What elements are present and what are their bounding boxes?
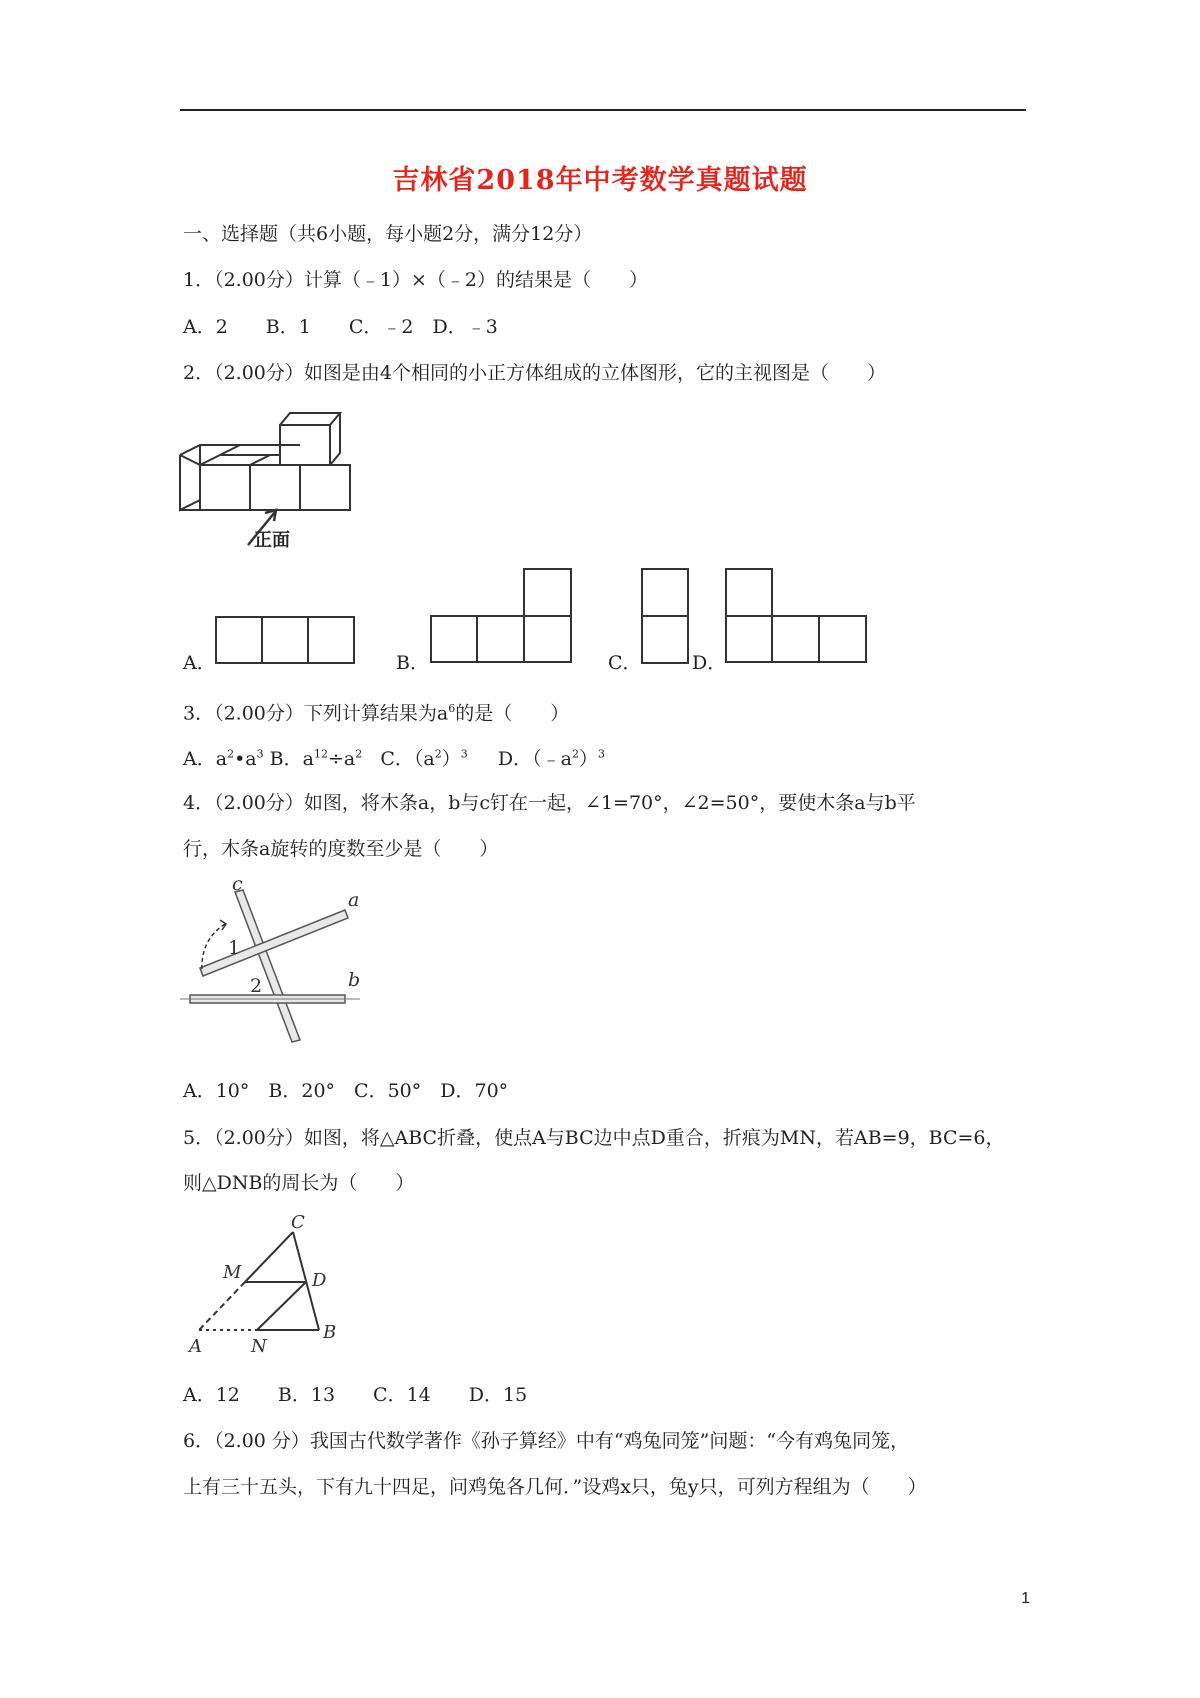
front-view-label: 正面 [254, 530, 290, 551]
wooden-strips-figure [180, 873, 370, 1050]
question-3-options [183, 742, 605, 772]
cube-stack-figure [180, 405, 360, 545]
section-heading: 一、选择题（共6小题，每小题2分，满分12分） [183, 223, 593, 245]
point-n: N [251, 1336, 267, 1357]
q3-option-d: D．$(﹣a^2)^3$ [497, 748, 605, 771]
vertex-a: A [189, 1336, 202, 1357]
page-title: 吉林省2018年中考数学真题试题 [392, 165, 808, 196]
q2-option-c-figure [641, 568, 689, 664]
question-6-stem-line2: 上有三十五头，下有九十四足，问鸡兔各几何．”设鸡x只，兔y只，可列方程组为（ ） [183, 1476, 927, 1498]
question-4-stem-line2: 行，木条a旋转的度数至少是（ ） [183, 838, 499, 860]
question-6-stem-line1: 6．（2.00 分）我国古代数学著作《孙子算经》中有“鸡兔同笼”问题：“今有鸡兔同笼， [183, 1430, 910, 1452]
angle-1-label: 1 [228, 937, 241, 959]
q3-option-a: A．$a^2•a^3$ [183, 748, 264, 771]
question-4-stem-line1: 4．（2.00分）如图，将木条a，b与c钉在一起，∠1=70°，∠2=50°，要使木条a与b平 [183, 792, 916, 814]
q2-option-a-figure [215, 616, 355, 664]
q2-option-a-label: A． [183, 652, 216, 674]
angle-2-label: 2 [250, 975, 263, 997]
q2-option-b-figure [430, 568, 572, 664]
folded-triangle-figure [185, 1212, 345, 1358]
q2-option-c-label: C． [608, 652, 642, 674]
q2-option-d-label: D． [692, 652, 727, 674]
label-b: b [348, 969, 361, 991]
label-c: c [232, 873, 243, 895]
q3-option-c: C．$(a^2)^3$ [380, 748, 468, 771]
question-4-options: A．10° B．20° C．50° D．70° [183, 1080, 509, 1102]
label-a: a [348, 889, 360, 911]
question-2-stem: 2．（2.00分）如图是由4个相同的小正方体组成的立体图形，它的主视图是（ ） [183, 362, 886, 384]
page-number: 1 [1021, 1590, 1030, 1607]
q2-option-d-figure [725, 568, 867, 664]
q2-option-b-label: B． [396, 652, 429, 674]
q3-option-b: B．$a^{12}\div a^2$ [269, 748, 363, 771]
vertex-b: B [323, 1322, 337, 1343]
point-m: M [223, 1262, 242, 1283]
vertex-c: C [291, 1212, 305, 1233]
question-5-stem-line2: 则△DNB的周长为（ ） [183, 1172, 415, 1194]
point-d: D [312, 1270, 327, 1291]
header-rule [180, 109, 1026, 111]
question-3-stem: 3．（2.00分）下列计算结果为$a^6$的是（ ） [183, 702, 570, 725]
question-5-options: A．12 B．13 C．14 D．15 [183, 1384, 528, 1406]
question-1-stem: 1．（2.00分）计算（﹣1）×（﹣2）的结果是（ ） [183, 269, 648, 291]
question-5-stem-line1: 5．（2.00分）如图，将△ABC折叠，使点A与BC边中点D重合，折痕为MN，若AB=9，BC=6， [183, 1127, 1005, 1149]
question-1-options: A．2 B．1 C．﹣2 D．﹣3 [183, 316, 498, 338]
